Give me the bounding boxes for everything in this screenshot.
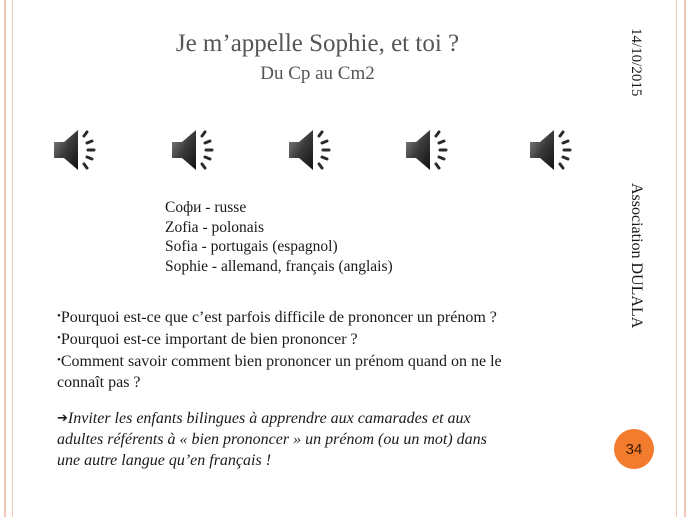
question-item: •Pourquoi est-ce que c’est parfois difficile de prononcer un prénom ?	[57, 309, 497, 326]
frame-line	[676, 0, 677, 517]
slide-date: 14/10/2015	[628, 28, 644, 97]
bullet: •	[57, 310, 61, 322]
slide-subtitle: Du Cp au Cm2	[260, 63, 375, 84]
speaker-icon[interactable]	[528, 126, 580, 174]
speaker-icon[interactable]	[404, 126, 456, 174]
frame-line	[4, 0, 6, 517]
speaker-icon[interactable]	[170, 126, 222, 174]
question-item-continued: connaît pas ?	[57, 374, 141, 391]
conclusion-text: ➔Inviter les enfants bilingues à apprendre aux camarades et aux adultes référents à « bien prononcer » un prénom (ou un mot) dans une autre langue qu’en français !	[57, 410, 487, 469]
slide-title: Je m’appelle Sophie, et toi ?	[175, 30, 460, 57]
name-variant: Софи - russe	[165, 199, 247, 216]
name-variant: Sophie - allemand, français (anglais)	[165, 257, 393, 275]
frame-line	[684, 0, 686, 517]
question-item: •Comment savoir comment bien prononcer un prénom quand on ne le	[57, 353, 502, 370]
frame-line	[12, 0, 13, 517]
audio-icons-row	[0, 126, 689, 176]
bullet: •	[57, 354, 61, 366]
name-variants-list	[165, 198, 393, 276]
speaker-icon[interactable]	[287, 126, 339, 174]
bullet: •	[57, 332, 61, 344]
name-variant: Zofia - polonais	[165, 218, 265, 236]
organization-label: Association DULALA	[628, 183, 645, 329]
question-item: •Pourquoi est-ce important de bien prononcer ?	[57, 331, 358, 348]
name-variant: Sofia - portugais (espagnol)	[165, 238, 338, 255]
speaker-icon[interactable]	[52, 126, 104, 174]
arrow-right-icon: ➔	[57, 411, 68, 426]
questions-list	[57, 306, 617, 393]
page-number-badge: 34	[614, 429, 654, 469]
